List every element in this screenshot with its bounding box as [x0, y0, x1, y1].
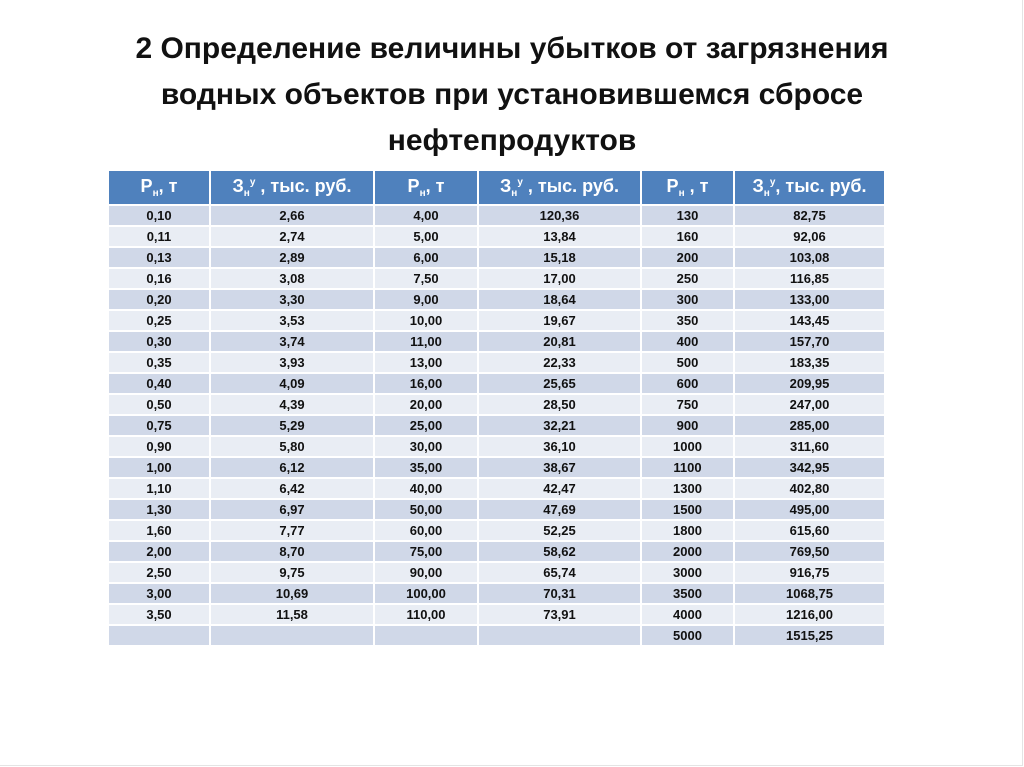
table-row [108, 583, 885, 604]
table-cell: 402,80 [734, 478, 885, 499]
header-main: Р [140, 176, 153, 196]
header-sup: у [249, 177, 256, 188]
table-cell: 10,69 [210, 583, 374, 604]
table-cell: 32,21 [478, 415, 641, 436]
table-row [108, 352, 885, 373]
table-row [108, 457, 885, 478]
table-cell: 143,45 [734, 310, 885, 331]
table-cell: 65,74 [478, 562, 641, 583]
slide-title [40, 26, 984, 164]
table-cell: 60,00 [374, 520, 478, 541]
header-sub: н [678, 188, 685, 199]
table-cell: 130 [641, 205, 734, 226]
table-cell: 0,90 [108, 436, 210, 457]
table-cell: 22,33 [478, 352, 641, 373]
table-cell: 92,06 [734, 226, 885, 247]
table-cell: 50,00 [374, 499, 478, 520]
table-cell: 0,40 [108, 373, 210, 394]
table-cell: 36,10 [478, 436, 641, 457]
table-cell: 7,50 [374, 268, 478, 289]
header-sub: н [763, 188, 770, 199]
table-row [108, 541, 885, 562]
table-cell: 15,18 [478, 247, 641, 268]
table-cell: 103,08 [734, 247, 885, 268]
table-cell: 2,74 [210, 226, 374, 247]
table-cell: 19,67 [478, 310, 641, 331]
header-sub: н [152, 188, 159, 199]
table-cell: 6,00 [374, 247, 478, 268]
table-cell: 0,30 [108, 331, 210, 352]
table-cell: 7,77 [210, 520, 374, 541]
table-cell: 11,58 [210, 604, 374, 625]
table-row [108, 625, 885, 646]
table-row [108, 499, 885, 520]
table-cell: 18,64 [478, 289, 641, 310]
table-cell: 58,62 [478, 541, 641, 562]
table-row [108, 604, 885, 625]
table-cell: 100,00 [374, 583, 478, 604]
table-cell: 495,00 [734, 499, 885, 520]
table-cell: 82,75 [734, 205, 885, 226]
table-cell: 6,12 [210, 457, 374, 478]
table-cell: 4,39 [210, 394, 374, 415]
header-tail: , тыс. руб. [775, 176, 867, 196]
header-damage [734, 170, 885, 205]
table-cell: 342,95 [734, 457, 885, 478]
table-cell: 3,74 [210, 331, 374, 352]
table-cell: 116,85 [734, 268, 885, 289]
table-row [108, 205, 885, 226]
table-cell: 70,31 [478, 583, 641, 604]
table-cell: 2,50 [108, 562, 210, 583]
table-cell: 1100 [641, 457, 734, 478]
table-cell: 250 [641, 268, 734, 289]
table-cell: 400 [641, 331, 734, 352]
table-row [108, 373, 885, 394]
table-cell: 160 [641, 226, 734, 247]
table-cell: 5,80 [210, 436, 374, 457]
table-cell: 40,00 [374, 478, 478, 499]
table-row [108, 247, 885, 268]
table-cell: 311,60 [734, 436, 885, 457]
table-cell: 1515,25 [734, 625, 885, 646]
table-cell: 750 [641, 394, 734, 415]
header-sub: н [511, 188, 518, 199]
header-sub: н [243, 188, 250, 199]
table-row [108, 520, 885, 541]
table-cell: 9,00 [374, 289, 478, 310]
table-cell: 1,60 [108, 520, 210, 541]
table-cell: 5,00 [374, 226, 478, 247]
table-cell: 0,20 [108, 289, 210, 310]
table-row [108, 226, 885, 247]
table-cell [374, 625, 478, 646]
table-cell: 3,08 [210, 268, 374, 289]
table-cell: 900 [641, 415, 734, 436]
table-cell: 13,84 [478, 226, 641, 247]
table-cell: 73,91 [478, 604, 641, 625]
header-mass [374, 170, 478, 205]
header-tail: , т [425, 176, 445, 196]
header-tail: , т [684, 176, 709, 196]
table-row [108, 415, 885, 436]
table-cell: 1,00 [108, 457, 210, 478]
header-mass [641, 170, 734, 205]
table-cell [108, 625, 210, 646]
table-cell: 20,81 [478, 331, 641, 352]
table-cell: 35,00 [374, 457, 478, 478]
damage-table [107, 169, 886, 647]
table-cell: 157,70 [734, 331, 885, 352]
table-row [108, 289, 885, 310]
table-row [108, 562, 885, 583]
table-cell: 1800 [641, 520, 734, 541]
header-sub: н [419, 188, 426, 199]
title-line-2: водных объектов при установившемся сбросе [160, 78, 864, 111]
table-cell: 285,00 [734, 415, 885, 436]
table-cell: 3500 [641, 583, 734, 604]
table-cell: 615,60 [734, 520, 885, 541]
table-cell: 25,65 [478, 373, 641, 394]
header-main: З [752, 176, 764, 196]
table-cell: 25,00 [374, 415, 478, 436]
header-main: З [500, 176, 512, 196]
table-cell: 1500 [641, 499, 734, 520]
table-cell: 52,25 [478, 520, 641, 541]
header-main: З [232, 176, 244, 196]
table-cell: 0,13 [108, 247, 210, 268]
table-cell: 42,47 [478, 478, 641, 499]
table-cell: 133,00 [734, 289, 885, 310]
table-cell: 3,50 [108, 604, 210, 625]
table-cell: 916,75 [734, 562, 885, 583]
table-cell: 6,97 [210, 499, 374, 520]
header-main: Р [666, 176, 679, 196]
header-tail: , тыс. руб. [255, 176, 352, 196]
table-cell: 350 [641, 310, 734, 331]
title-line-3: нефтепродуктов [387, 124, 637, 157]
table-cell: 2,00 [108, 541, 210, 562]
header-main: Р [407, 176, 420, 196]
table-cell: 247,00 [734, 394, 885, 415]
table-cell: 8,70 [210, 541, 374, 562]
table-cell: 1300 [641, 478, 734, 499]
table-row [108, 331, 885, 352]
table-cell: 4,00 [374, 205, 478, 226]
table-cell: 1000 [641, 436, 734, 457]
table-cell: 3,53 [210, 310, 374, 331]
table-cell: 4000 [641, 604, 734, 625]
table-cell: 0,50 [108, 394, 210, 415]
table-cell: 3,00 [108, 583, 210, 604]
table-cell: 2000 [641, 541, 734, 562]
table-cell: 0,35 [108, 352, 210, 373]
table-cell: 75,00 [374, 541, 478, 562]
table-cell: 17,00 [478, 268, 641, 289]
header-sup: у [769, 177, 776, 188]
header-damage [210, 170, 374, 205]
table-cell: 90,00 [374, 562, 478, 583]
table-cell: 0,10 [108, 205, 210, 226]
title-line-1: 2 Определение величины убытков от загрязнения [135, 32, 889, 65]
table-cell: 2,89 [210, 247, 374, 268]
table-cell: 5,29 [210, 415, 374, 436]
table-cell: 30,00 [374, 436, 478, 457]
table-cell: 5000 [641, 625, 734, 646]
table-cell: 3,93 [210, 352, 374, 373]
table-cell: 4,09 [210, 373, 374, 394]
table-cell: 200 [641, 247, 734, 268]
table-cell: 120,36 [478, 205, 641, 226]
table-cell: 0,11 [108, 226, 210, 247]
header-tail: , т [158, 176, 178, 196]
header-mass [108, 170, 210, 205]
table-cell: 9,75 [210, 562, 374, 583]
table-row [108, 310, 885, 331]
header-tail: , тыс. руб. [522, 176, 619, 196]
table-cell: 1216,00 [734, 604, 885, 625]
table-row [108, 478, 885, 499]
table-cell: 11,00 [374, 331, 478, 352]
table-cell: 110,00 [374, 604, 478, 625]
table-cell: 3000 [641, 562, 734, 583]
table-cell: 500 [641, 352, 734, 373]
table-cell: 600 [641, 373, 734, 394]
table-cell: 38,67 [478, 457, 641, 478]
table-cell: 0,75 [108, 415, 210, 436]
table-cell: 2,66 [210, 205, 374, 226]
table-cell: 3,30 [210, 289, 374, 310]
table-cell: 1,10 [108, 478, 210, 499]
table-cell [478, 625, 641, 646]
table-cell: 769,50 [734, 541, 885, 562]
table-cell: 16,00 [374, 373, 478, 394]
header-damage [478, 170, 641, 205]
table-cell: 0,16 [108, 268, 210, 289]
table-row [108, 268, 885, 289]
header-sup: у [517, 177, 523, 188]
table-cell [210, 625, 374, 646]
table-cell: 1,30 [108, 499, 210, 520]
table-cell: 20,00 [374, 394, 478, 415]
table-cell: 1068,75 [734, 583, 885, 604]
table-cell: 209,95 [734, 373, 885, 394]
table-cell: 47,69 [478, 499, 641, 520]
table-cell: 28,50 [478, 394, 641, 415]
table-header-row [108, 170, 885, 205]
table-cell: 183,35 [734, 352, 885, 373]
table-row [108, 394, 885, 415]
table-cell: 300 [641, 289, 734, 310]
table-cell: 10,00 [374, 310, 478, 331]
table-cell: 0,25 [108, 310, 210, 331]
table-row [108, 436, 885, 457]
table-cell: 13,00 [374, 352, 478, 373]
table-cell: 6,42 [210, 478, 374, 499]
